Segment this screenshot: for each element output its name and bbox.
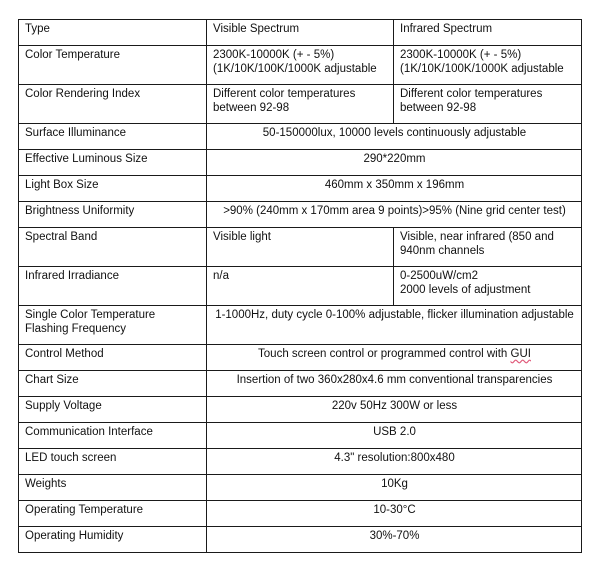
row-label: Supply Voltage [19, 397, 207, 423]
table-row [19, 423, 582, 449]
row-label: Control Method [19, 345, 207, 371]
table-row [19, 267, 582, 306]
row-label: Weights [19, 475, 207, 501]
value-cell: 290*220mm [207, 150, 582, 176]
value-cell: 220v 50Hz 300W or less [207, 397, 582, 423]
value-cell: USB 2.0 [207, 423, 582, 449]
table-row [19, 345, 582, 371]
value-cell: 460mm x 350mm x 196mm [207, 176, 582, 202]
table-row [19, 501, 582, 527]
value-cell: >90% (240mm x 170mm area 9 points)>95% (Nine grid center test) [207, 202, 582, 228]
table-row [19, 150, 582, 176]
row-label: Brightness Uniformity [19, 202, 207, 228]
row-label: Color Temperature [19, 46, 207, 85]
value-cell [207, 345, 582, 371]
infrared-cell: Different color temperatures between 92-98 [394, 85, 582, 124]
table-row [19, 371, 582, 397]
control-method-text: Touch screen control or programmed control with [258, 348, 511, 360]
table-row [19, 449, 582, 475]
value-cell: 50-150000lux, 10000 levels continuously adjustable [207, 124, 582, 150]
row-label: LED touch screen [19, 449, 207, 475]
row-label: Spectral Band [19, 228, 207, 267]
row-label: Operating Temperature [19, 501, 207, 527]
table-row [19, 124, 582, 150]
row-label: Single Color Temperature Flashing Frequency [19, 306, 207, 345]
table-row [19, 475, 582, 501]
row-label: Effective Luminous Size [19, 150, 207, 176]
infrared-cell [394, 267, 582, 306]
value-cell: 4.3" resolution:800x480 [207, 449, 582, 475]
infrared-cell: Visible, near infrared (850 and 940nm channels [394, 228, 582, 267]
row-label: Color Rendering Index [19, 85, 207, 124]
spec-table [18, 19, 582, 553]
cell-line: 2300K-10000K (+ - 5%) [400, 49, 522, 61]
table-row [19, 527, 582, 553]
cell-line: (1K/10K/100K/1000K adjustable [213, 62, 377, 75]
value-cell: Insertion of two 360x280x4.6 mm conventional transparencies [207, 371, 582, 397]
value-cell: 10-30°C [207, 501, 582, 527]
row-label: Chart Size [19, 371, 207, 397]
visible-cell: n/a [207, 267, 394, 306]
row-label: Operating Humidity [19, 527, 207, 553]
visible-cell: Visible light [207, 228, 394, 267]
header-visible-spectrum: Visible Spectrum [207, 20, 394, 46]
value-cell: 10Kg [207, 475, 582, 501]
gui-term: GUI [510, 348, 531, 360]
cell-line: 0-2500uW/cm2 [400, 270, 478, 282]
cell-line: 2300K-10000K (+ - 5%) [213, 49, 335, 61]
value-cell: 30%-70% [207, 527, 582, 553]
value-cell: 1-1000Hz, duty cycle 0-100% adjustable, flicker illumination adjustable [207, 306, 582, 345]
cell-line: (1K/10K/100K/1000K adjustable [400, 62, 564, 75]
row-label: Infrared Irradiance [19, 267, 207, 306]
table-row [19, 46, 582, 85]
table-row [19, 397, 582, 423]
row-label: Light Box Size [19, 176, 207, 202]
cell-line: 2000 levels of adjustment [400, 283, 531, 296]
table-row [19, 202, 582, 228]
table-row [19, 85, 582, 124]
visible-cell [207, 46, 394, 85]
header-infrared-spectrum: Infrared Spectrum [394, 20, 582, 46]
table-row [19, 228, 582, 267]
table-header-row [19, 20, 582, 46]
header-type: Type [19, 20, 207, 46]
row-label: Communication Interface [19, 423, 207, 449]
table-row [19, 306, 582, 345]
row-label: Surface Illuminance [19, 124, 207, 150]
infrared-cell [394, 46, 582, 85]
visible-cell: Different color temperatures between 92-98 [207, 85, 394, 124]
table-row [19, 176, 582, 202]
